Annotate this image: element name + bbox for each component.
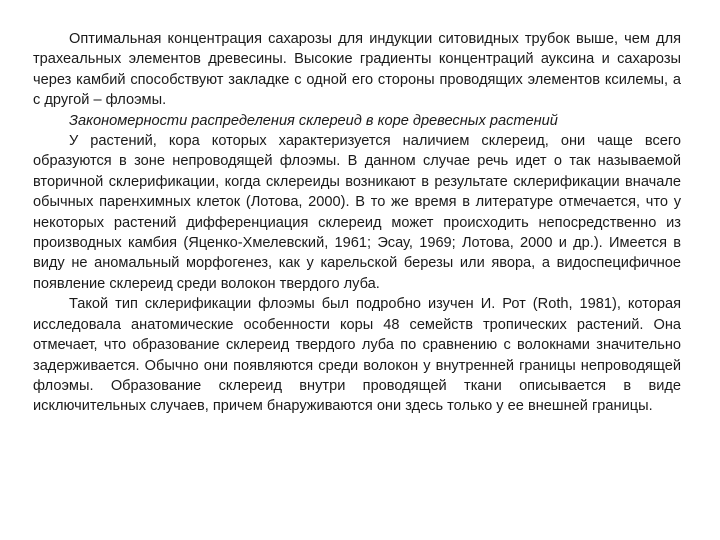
- paragraph-2: У растений, кора которых характеризуется наличием склереид, они чаще всего образуются в зоне непроводящей флоэмы. В данном случае речь идет о так называемой вторичной склерификации, когда склереиды возникают в результате склерификации вначале обычных паренхимных клеток (Лотова, 2000). В то же время в литературе отмечается, что у некоторых растений дифференциация склереид может происходить непосредственно из производных камбия (Яценко-Хмелевский, 1961; Эсау, 1969; Лотова, 2000 и др.). Имеется в виду не аномальный морфогенез, как у карельской березы или явора, а видоспецифичное появление склереид среди волокон твердого луба.: [33, 133, 681, 292]
- section-heading: Закономерности распределения склереид в коре древесных растений: [69, 112, 558, 129]
- paragraph-1: Оптимальная концентрация сахарозы для индукции ситовидных трубок выше, чем для трахеальных элементов древесины. Высокие градиенты концентраций ауксина и сахарозы через камбий способствуют закладке с одной его стороны проводящих элементов ксилемы, а с другой – флоэмы.: [33, 31, 681, 109]
- document-body: [33, 29, 681, 417]
- paragraph-3: Такой тип склерификации флоэмы был подробно изучен И. Рот (Roth, 1981), которая исследовала анатомические особенности коры 48 семейств тропических растений. Она отмечает, что образование склереид твердого луба по сравнению с волокнами значительно задерживается. Обычно они появляются среди волокон у внутренней границы непроводящей флоэмы. Образование склереид внутри проводящей ткани описывается в виде исключительных случаев, причем бнаруживаются они здесь только у ее внешней границы.: [33, 296, 681, 415]
